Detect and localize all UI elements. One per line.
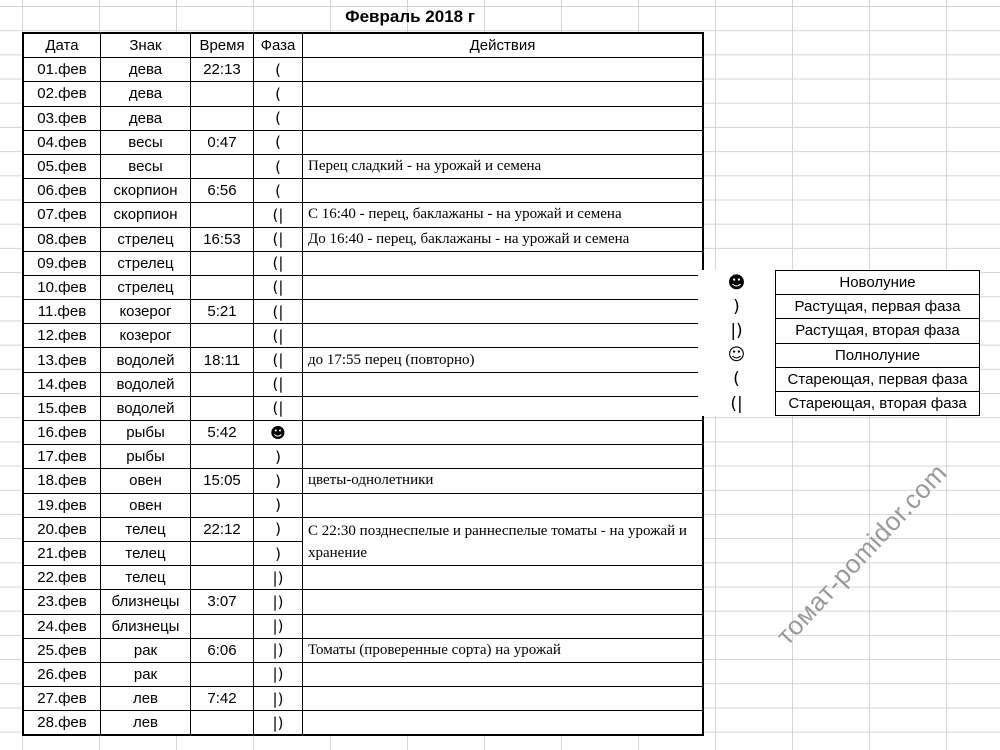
phase-cell: (	[254, 58, 303, 82]
header-phase: Фаза	[254, 33, 303, 58]
table-row	[23, 348, 703, 372]
table-row	[23, 106, 703, 130]
time-cell	[191, 566, 254, 590]
date-cell: 20.фев	[23, 517, 101, 541]
watermark: томат-pomidor.com	[770, 457, 953, 651]
time-cell	[191, 445, 254, 469]
date-cell: 12.фев	[23, 324, 101, 348]
action-cell	[303, 687, 704, 711]
legend-symbol: ☺	[727, 345, 746, 366]
table-row	[23, 590, 703, 614]
date-cell: 09.фев	[23, 251, 101, 275]
action-cell: С 22:30 позднеспелые и раннеспелые томаты - на урожай и хранение	[303, 517, 704, 565]
date-cell: 23.фев	[23, 590, 101, 614]
action-cell	[303, 493, 704, 517]
phase-cell: |)	[254, 638, 303, 662]
sign-cell: скорпион	[101, 179, 191, 203]
legend-row	[698, 367, 980, 391]
legend-label: Новолуние	[776, 271, 980, 295]
table-row	[23, 517, 703, 541]
phase-cell: |)	[254, 566, 303, 590]
time-cell	[191, 324, 254, 348]
legend-label: Растущая, первая фаза	[776, 295, 980, 319]
sign-cell: весы	[101, 130, 191, 154]
time-cell: 6:06	[191, 638, 254, 662]
phase-cell: |)	[254, 614, 303, 638]
time-cell	[191, 154, 254, 178]
table-row	[23, 227, 703, 251]
time-cell: 22:12	[191, 517, 254, 541]
phase-cell: )	[254, 469, 303, 493]
action-cell	[303, 130, 704, 154]
action-cell: До 16:40 - перец, баклажаны - на урожай и семена	[303, 227, 704, 251]
legend-symbol: (	[733, 369, 740, 390]
action-cell: Перец сладкий - на урожай и семена	[303, 154, 704, 178]
time-cell: 18:11	[191, 348, 254, 372]
phase-cell: ☻	[254, 421, 303, 445]
sign-cell: близнецы	[101, 614, 191, 638]
action-cell: до 17:55 перец (повторно)	[303, 348, 704, 372]
table-row	[23, 154, 703, 178]
legend-symbol: ☻	[727, 272, 746, 293]
legend-row	[698, 271, 980, 295]
sign-cell: стрелец	[101, 275, 191, 299]
header-date: Дата	[23, 33, 101, 58]
legend-symbol: (|	[730, 393, 743, 414]
sign-cell: водолей	[101, 396, 191, 420]
time-cell: 22:13	[191, 58, 254, 82]
date-cell: 07.фев	[23, 203, 101, 227]
action-cell	[303, 106, 704, 130]
date-cell: 28.фев	[23, 711, 101, 736]
action-cell	[303, 82, 704, 106]
date-cell: 21.фев	[23, 541, 101, 565]
sign-cell: стрелец	[101, 251, 191, 275]
time-cell	[191, 372, 254, 396]
action-cell: Томаты (проверенные сорта) на урожай	[303, 638, 704, 662]
sign-cell: лев	[101, 687, 191, 711]
table-row	[23, 445, 703, 469]
time-cell	[191, 106, 254, 130]
table-row	[23, 58, 703, 82]
header-row	[23, 33, 703, 58]
time-cell	[191, 396, 254, 420]
calendar-table	[22, 32, 704, 736]
time-cell: 15:05	[191, 469, 254, 493]
phase-cell: (|	[254, 372, 303, 396]
time-cell: 5:42	[191, 421, 254, 445]
phase-cell: )	[254, 445, 303, 469]
sign-cell: лев	[101, 711, 191, 736]
time-cell: 6:56	[191, 179, 254, 203]
date-cell: 15.фев	[23, 396, 101, 420]
phase-cell: )	[254, 517, 303, 541]
table-row	[23, 711, 703, 736]
legend-symbol: |)	[730, 320, 743, 341]
table-row	[23, 275, 703, 299]
date-cell: 24.фев	[23, 614, 101, 638]
phase-legend	[698, 270, 980, 416]
sign-cell: стрелец	[101, 227, 191, 251]
header-sign: Знак	[101, 33, 191, 58]
legend-row	[698, 295, 980, 319]
action-cell	[303, 614, 704, 638]
date-cell: 01.фев	[23, 58, 101, 82]
sign-cell: водолей	[101, 372, 191, 396]
phase-cell: |)	[254, 687, 303, 711]
sign-cell: скорпион	[101, 203, 191, 227]
table-row	[23, 566, 703, 590]
action-cell	[303, 445, 704, 469]
table-row	[23, 203, 703, 227]
action-cell	[303, 590, 704, 614]
time-cell	[191, 203, 254, 227]
time-cell	[191, 82, 254, 106]
time-cell	[191, 711, 254, 736]
legend-row	[698, 391, 980, 415]
phase-cell: (|	[254, 396, 303, 420]
action-cell	[303, 421, 704, 445]
date-cell: 16.фев	[23, 421, 101, 445]
time-cell: 16:53	[191, 227, 254, 251]
time-cell	[191, 493, 254, 517]
phase-cell: (	[254, 82, 303, 106]
table-row	[23, 251, 703, 275]
sign-cell: рак	[101, 662, 191, 686]
table-row	[23, 638, 703, 662]
table-row	[23, 324, 703, 348]
phase-cell: (|	[254, 300, 303, 324]
header-action: Действия	[303, 33, 704, 58]
sign-cell: телец	[101, 566, 191, 590]
action-cell	[303, 275, 704, 299]
legend-symbol: )	[733, 296, 740, 317]
phase-cell: (|	[254, 275, 303, 299]
date-cell: 17.фев	[23, 445, 101, 469]
sign-cell: рак	[101, 638, 191, 662]
legend-row	[698, 343, 980, 367]
action-cell	[303, 324, 704, 348]
action-cell: цветы-однолетники	[303, 469, 704, 493]
table-row	[23, 662, 703, 686]
phase-cell: |)	[254, 662, 303, 686]
table-row	[23, 421, 703, 445]
date-cell: 19.фев	[23, 493, 101, 517]
date-cell: 26.фев	[23, 662, 101, 686]
phase-cell: (	[254, 179, 303, 203]
action-cell	[303, 58, 704, 82]
action-cell	[303, 662, 704, 686]
sign-cell: козерог	[101, 300, 191, 324]
time-cell	[191, 251, 254, 275]
action-cell	[303, 711, 704, 736]
table-row	[23, 82, 703, 106]
table-row	[23, 687, 703, 711]
phase-cell: |)	[254, 711, 303, 736]
date-cell: 14.фев	[23, 372, 101, 396]
legend-label: Стареющая, первая фаза	[776, 367, 980, 391]
date-cell: 22.фев	[23, 566, 101, 590]
table-row	[23, 614, 703, 638]
time-cell	[191, 541, 254, 565]
phase-cell: (|	[254, 348, 303, 372]
action-cell	[303, 179, 704, 203]
sign-cell: козерог	[101, 324, 191, 348]
time-cell: 5:21	[191, 300, 254, 324]
sign-cell: дева	[101, 82, 191, 106]
date-cell: 27.фев	[23, 687, 101, 711]
action-cell	[303, 566, 704, 590]
phase-cell: (|	[254, 251, 303, 275]
sign-cell: рыбы	[101, 421, 191, 445]
phase-cell: (	[254, 106, 303, 130]
time-cell	[191, 275, 254, 299]
sign-cell: весы	[101, 154, 191, 178]
legend-label: Полнолуние	[776, 343, 980, 367]
legend-label: Стареющая, вторая фаза	[776, 391, 980, 415]
time-cell: 3:07	[191, 590, 254, 614]
sign-cell: дева	[101, 58, 191, 82]
phase-cell: |)	[254, 590, 303, 614]
action-cell	[303, 300, 704, 324]
page-title: Февраль 2018 г	[345, 7, 475, 26]
table-row	[23, 493, 703, 517]
sign-cell: дева	[101, 106, 191, 130]
legend-body	[698, 271, 980, 416]
table-row	[23, 372, 703, 396]
time-cell	[191, 614, 254, 638]
header-time: Время	[191, 33, 254, 58]
time-cell	[191, 662, 254, 686]
sign-cell: рыбы	[101, 445, 191, 469]
phase-cell: (|	[254, 324, 303, 348]
legend-label: Растущая, вторая фаза	[776, 319, 980, 343]
sign-cell: овен	[101, 493, 191, 517]
date-cell: 13.фев	[23, 348, 101, 372]
action-cell	[303, 372, 704, 396]
action-cell: С 16:40 - перец, баклажаны - на урожай и семена	[303, 203, 704, 227]
sign-cell: водолей	[101, 348, 191, 372]
date-cell: 03.фев	[23, 106, 101, 130]
date-cell: 04.фев	[23, 130, 101, 154]
table-row	[23, 300, 703, 324]
table-row	[23, 179, 703, 203]
sign-cell: овен	[101, 469, 191, 493]
table-body	[23, 58, 703, 736]
phase-cell: )	[254, 493, 303, 517]
date-cell: 02.фев	[23, 82, 101, 106]
sign-cell: телец	[101, 541, 191, 565]
action-cell	[303, 396, 704, 420]
phase-cell: (	[254, 154, 303, 178]
legend-row	[698, 319, 980, 343]
table-row	[23, 469, 703, 493]
sign-cell: телец	[101, 517, 191, 541]
time-cell: 0:47	[191, 130, 254, 154]
phase-cell: (|	[254, 227, 303, 251]
date-cell: 10.фев	[23, 275, 101, 299]
table-row	[23, 130, 703, 154]
date-cell: 18.фев	[23, 469, 101, 493]
date-cell: 08.фев	[23, 227, 101, 251]
date-cell: 05.фев	[23, 154, 101, 178]
date-cell: 11.фев	[23, 300, 101, 324]
date-cell: 06.фев	[23, 179, 101, 203]
phase-cell: (|	[254, 203, 303, 227]
phase-cell: (	[254, 130, 303, 154]
sign-cell: близнецы	[101, 590, 191, 614]
action-cell	[303, 251, 704, 275]
phase-cell: )	[254, 541, 303, 565]
table-row	[23, 396, 703, 420]
time-cell: 7:42	[191, 687, 254, 711]
date-cell: 25.фев	[23, 638, 101, 662]
